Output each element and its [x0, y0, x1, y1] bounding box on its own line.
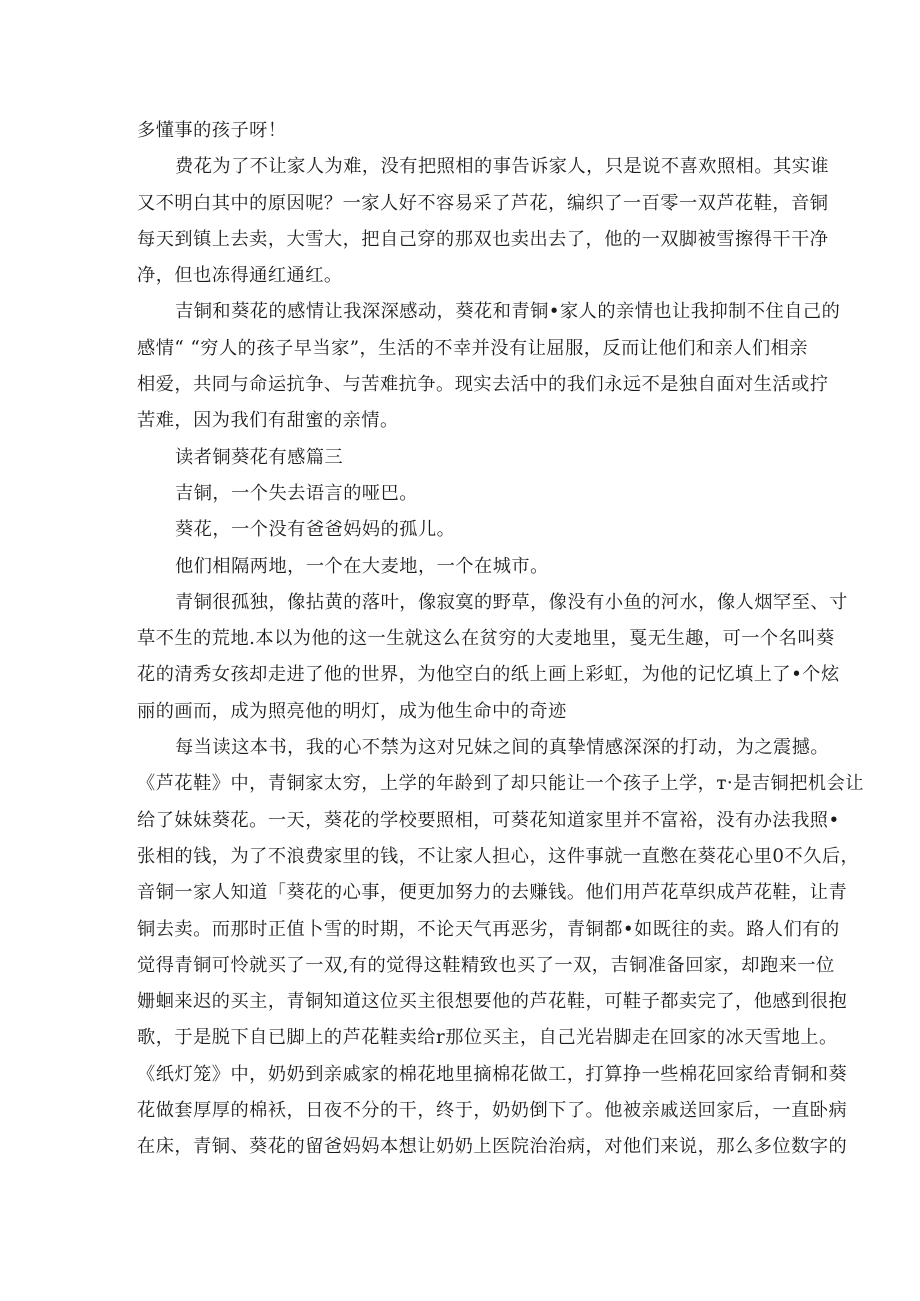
text-line: 花做套厚厚的棉袄，日夜不分的干，终于，奶奶倒下了。他被亲戚送回家后，一直卧病: [137, 1100, 848, 1122]
text-line: 吉铜和葵花的感情让我深深感动，葵花和青铜•家人的亲情也让我抑制不住自己的: [175, 301, 841, 323]
text-line: 每天到镇上去卖，大雪大，把自己穿的那双也卖出去了，他的一双脚被雪擦得干干净: [137, 228, 829, 250]
text-line: 在床，青铜、葵花的留爸妈妈本想让奶奶上医院治治病，对他们来说，那么多位数字的: [137, 1136, 848, 1158]
text-line: 费花为了不让家人为难，没有把照相的事告诉家人，只是说不喜欢照相。其实谁: [175, 156, 830, 178]
text-line: 每当读这本书，我的心不禁为这对兄妹之间的真挚情感深深的打动，为之震撼。: [175, 737, 830, 759]
text-line: 给了妹妹葵花。一天，葵花的学校要照相，可葵花知道家里并不富裕，没有办法我照•: [137, 809, 840, 831]
text-line: 又不明白其中的原因呢？一家人好不容易采了芦花，编织了一百零一双芦花鞋，音铜: [137, 192, 829, 214]
text-line: 苦难，因为我们有甜蜜的亲情。: [137, 410, 399, 432]
text-line: 丽的画而，成为照亮他的明灯，成为他生命中的奇迹: [137, 700, 567, 722]
text-line: 相爱，共同与命运抗争、与苦难抗争。现实去活中的我们永远不是独自面对生活或拧: [137, 374, 829, 396]
text-line: 花的清秀女孩却走进了他的世界，为他空白的纸上画上彩虹，为他的记忆填上了•个炫: [137, 664, 840, 686]
text-line: 歌，于是脱下自已脚上的芦花鞋卖给r那位买主，自己光岩脚走在回家的冰天雪地上。: [137, 1027, 838, 1049]
text-line: 《纸灯笼》中，奶奶到亲戚家的棉花地里摘棉花做工，打算挣一些棉花回家给青铜和葵: [137, 1063, 848, 1085]
document-body: [137, 113, 864, 1166]
text-line: 《芦花鞋》中，青铜家太穷，上学的年龄到了却只能让一个孩子上学，т·是吉铜把机会让: [137, 773, 864, 795]
text-line: 净，但也冻得通红通红。: [137, 265, 343, 287]
text-line: 葵花，一个没有爸爸妈妈的孤儿。: [175, 519, 456, 541]
text-line: 张相的钱，为了不浪费家里的钱，不让家人担心，这件事就一直憋在葵花心里0不久后，: [137, 845, 860, 867]
text-line: 姗蛔来迟的买主，青铜知道这位买主很想要他的芦花鞋，可鞋子都卖完了，他感到很抱: [137, 991, 848, 1013]
text-line: 觉得青铜可怜就买了一双,有的觉得这鞋精致也买了一双，吉铜准备回家，却跑来一位: [137, 954, 835, 976]
text-line: 多懂事的孩子呀！: [137, 120, 287, 141]
text-line: 铜去卖。而那时正值卜雪的时期，不论天气再恶劣，青铜都•如既往的卖。路人们有的: [137, 918, 840, 940]
text-line: 他们相隔两地，一个在大麦地，一个在城市。: [175, 555, 549, 577]
text-line: 草不生的荒地.本以为他的这一生就这么在贫穷的大麦地里，戛无生趣，可一个名叫葵: [137, 628, 835, 650]
text-line: 青铜很孤独，像拈黄的落叶，像寂寞的野草，像没有小鱼的河水，像人烟罕至、寸: [175, 591, 848, 613]
text-line: 读者铜葵花有感篇三: [175, 446, 344, 468]
text-line: 吉铜，一个失去语言的哑巴。: [175, 482, 418, 504]
text-line: 感情“ “穷人的孩子早当家”，生活的不幸并没有让屈服，反而让他们和亲人们相亲: [137, 337, 809, 359]
text-line: 音铜一家人知道「葵花的心事，便更加努力的去赚钱。他们用芦花草织成芦花鞋，让青: [137, 882, 848, 904]
